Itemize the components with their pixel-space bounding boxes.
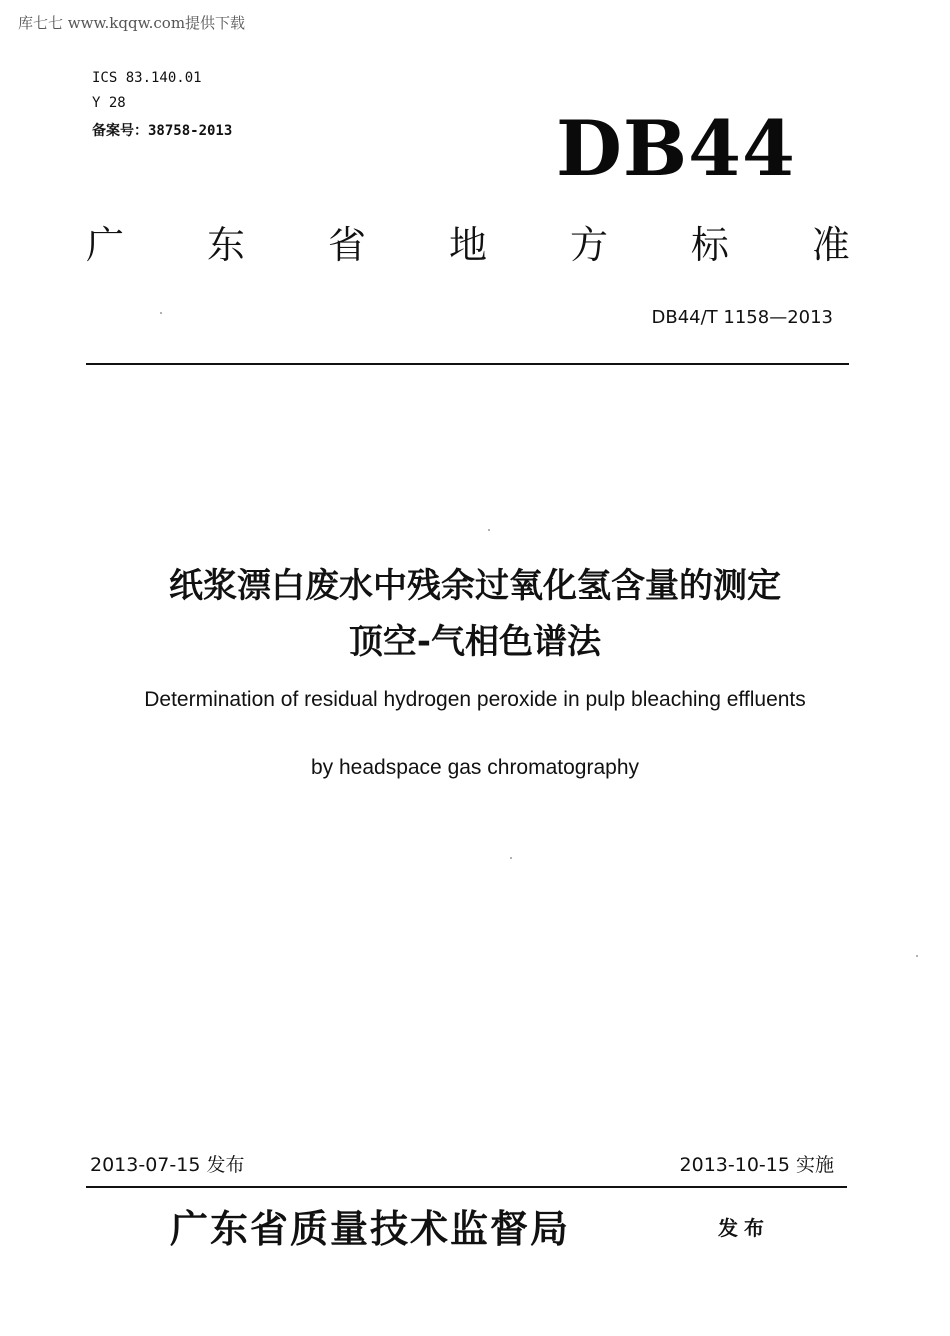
bottom-divider [86,1186,847,1188]
title-chinese-line1: 纸浆漂白废水中残余过氧化氢含量的测定 [169,566,781,606]
record-number: 备案号：38758-2013 [92,123,233,139]
scan-speck [488,529,490,531]
standard-type-char: 省 [327,223,366,267]
db44-logo: DB44 [556,104,796,193]
watermark-text: 库七七 www.kqqw.com提供下载 [18,14,246,32]
standard-type-char: 准 [811,223,850,267]
scan-speck [510,857,512,859]
standard-type-char: 东 [206,223,245,267]
standard-type-char: 标 [690,223,729,267]
standard-type-char: 广 [86,223,125,267]
title-chinese-line2: 顶空-气相色谱法 [348,622,602,662]
implementation-date: 2013-10-15 实施 [679,1154,834,1176]
scan-speck [160,312,162,314]
ics-code: ICS 83.140.01 [92,70,202,86]
publisher-name: 广东省质量技术监督局 [170,1206,571,1251]
standard-number: DB44/T 1158—2013 [651,307,833,328]
scan-speck [916,955,918,957]
top-divider [86,363,849,365]
title-english-line2: by headspace gas chromatography [310,756,640,779]
publish-label: 发布 [718,1216,770,1240]
classification-code: Y 28 [92,95,126,111]
standard-type-char: 方 [569,223,608,267]
standard-type-char: 地 [448,223,487,267]
title-english-line1: Determination of residual hydrogen peroxide in pulp bleaching effluents [144,688,806,711]
standard-type-heading [86,214,850,269]
issue-date: 2013-07-15 发布 [90,1154,245,1176]
